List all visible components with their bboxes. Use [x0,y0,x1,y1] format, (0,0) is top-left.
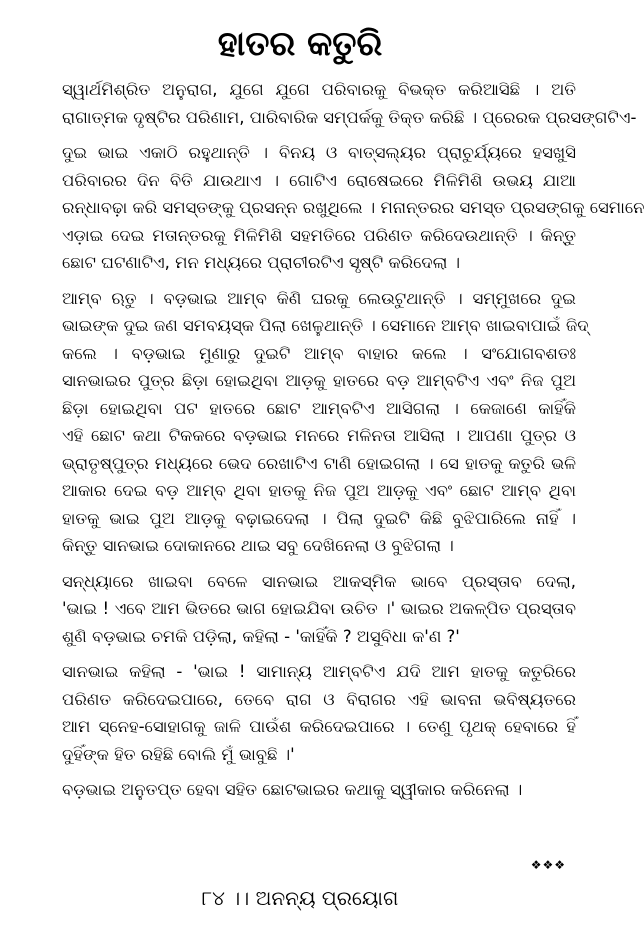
text-line: ଆକାର ଦେଇ ବଡ଼ ଆମ୍ବ ଥିବା ହାତକୁ ନିଜ ପୁଅ ଆଡ଼କୁ ଏବଂ ଛୋଟ ଆମ୍ବ ଥିବା [62,481,576,500]
text-line: ପରିବାରର ଦିନ ବିତି ଯାଉଥାଏ । ଗୋଟିଏ ରୋଷେଇରେ ମିଳିମିଶି ଉଭୟ ଯାଆ [62,170,576,190]
paragraph-1 [36,76,637,131]
text-line: ସାନଭାଇ କହିଲା - 'ଭାଇ ! ସାମାନ୍ୟ ଆମ୍ବଟିଏ ଯଦି ଆମ ହାତକୁ କତୁରିରେ [62,662,576,681]
paragraph-2 [36,139,644,277]
text-line: ଆମ ସ୍ନେହ-ସୋହାଗକୁ ଜାଳି ପାଉଁଶ କରିଦେଇପାରେ । ତେଣୁ ପୃଥକ୍ ହେବାରେ ହିଁ [62,717,576,736]
text-line: ହାତକୁ ଭାଇ ପୁଅ ଆଡ଼କୁ ବଢ଼ାଇଦେଲା । ପିଲା ଦୁଇଟି କିଛି ବୁଝିପାରିଲେ ନାହିଁ । [62,508,576,528]
text-line: ଶୁଣି ବଡ଼ଭାଇ ଚମକି ପଡ଼ିଲା, କହିଲା - 'କାହିଁକି ? ଅସୁବିଧା କ'ଣ ?' [62,626,460,646]
paragraph-3 [36,285,589,560]
text-line: ବଡ଼ଭାଇ ଅନୁତପ୍ତ ହେବା ସହିତ ଛୋଟଭାଇର କଥାକୁ ସ୍ୱୀକାର କରିନେଲା । [62,780,523,799]
text-line: ରାଗାତ୍ମକ ଦୃଷ୍ଟିର ପରିଣାମ, ପାରିବାରିକ ସମ୍ପର୍କକୁ ତିକ୍ତ କରିଛି । ପ୍ରେରକ ପ୍ରସଙ୍ଗଟିଏ- [62,107,637,127]
end-ornament-icon: ❖❖❖ [530,858,566,872]
text-line: ପରିଣତ କରିଦେଇପାରେ, ତେବେ ରାଗ ଓ ବିରାଗର ଏହି ଭାବନା ଭବିଷ୍ୟତରେ [62,689,576,709]
paragraph-6 [36,776,576,804]
text-line: ସାନଭାଇର ପୁତ୍ର ଛିଡ଼ା ହୋଇଥିବା ଆଡ଼କୁ ହାତରେ ବଡ଼ ଆମ୍ବଟିଏ ଏବଂ ନିଜ ପୁଅ [62,371,576,390]
paragraph-4 [36,568,576,651]
paragraph-5 [36,658,576,768]
text-line: ସନ୍ଧ୍ୟାରେ ଖାଇବା ବେଳେ ସାନଭାଇ ଆକସ୍ମିକ ଭାବେ ପ୍ରସ୍ତାବ ଦେଲା, [62,571,576,591]
text-line: ଛିଡ଼ା ହୋଇଥିବା ପଟ ହାତରେ ଛୋଟ ଆମ୍ବଟିଏ ଆସିଗଲା । କେଜାଣେ କାହିଁକି [62,398,576,418]
text-line: ଛୋଟ ଘଟଣାଟିଏ, ମନ ମଧ୍ୟରେ ପ୍ରାଚୀରଟିଏ ସୃଷ୍ଟି କରିଦେଲା । [62,253,461,272]
page-footer: ୮୪ ।। ଅନନ୍ୟ ପ୍ରୟୋଗ [201,886,399,910]
text-line: ଏହି ଛୋଟ କଥା ଟିକକରେ ବଡ଼ଭାଇ ମନରେ ମଳିନତା ଆସିଲା । ଆପଣା ପୁତ୍ର ଓ [62,426,576,445]
text-line: ଭାଇଙ୍କ ଦୁଇ ଜଣ ସମବୟସ୍କ ପିଲା ଖେଳୁଥାନ୍ତି । ସେମାନେ ଆମ୍ବ ଖାଇବାପାଇଁ ଜିଦ୍ [62,316,589,335]
story-title: ହାତର କତୁରି [217,24,383,64]
text-line: ଦୁହିଁଙ୍କ ହିତ ରହିଛି ବୋଲି ମୁଁ ଭାବୁଛି ।' [62,744,295,764]
text-line: ଏଡ଼ାଇ ଦେଇ ମତାନ୍ତରକୁ ମିଳିମିଶି ସହମତିରେ ପରିଣତ କରିଦେଉଥାନ୍ତି । କିନ୍ତୁ [62,225,576,245]
text-line: ରନ୍ଧାବଢ଼ା କରି ସମସ୍ତଙ୍କୁ ପ୍ରସନ୍ନ ରଖୁଥିଲେ । ମନାନ୍ତରର ସମସ୍ତ ପ୍ରସଙ୍ଗକୁ ସେମାନେ [62,198,644,217]
text-line: ସ୍ୱାର୍ଥମିଶ୍ରିତ ଅନୁରାଗ, ଯୁଗେ ଯୁଗେ ପରିବାରକୁ ବିଭକ୍ତ କରିଆସିଛି । ଅତି [62,80,576,99]
text-line: ଆମ୍ବ ଋତୁ । ବଡ଼ଭାଇ ଆମ୍ବ କିଣି ଘରକୁ ଲେଉଟୁଥାନ୍ତି । ସମ୍ମୁଖରେ ଦୁଇ [62,288,576,308]
text-line: ଭ୍ରାତୃଷ୍ପୁତ୍ର ମଧ୍ୟରେ ଭେଦ ରେଖାଟିଏ ଟାଣି ହୋଇଗଲା । ସେ ହାତକୁ କତୁରି ଭଳି [62,453,576,473]
text-line: କିନ୍ତୁ ସାନଭାଇ ଦୋକାନରେ ଥାଇ ସବୁ ଦେଖିନେଲା ଓ ବୁଝିଗଲା । [62,536,454,555]
text-line: ଦୁଇ ଭାଇ ଏକାଠି ରହୁଥାନ୍ତି । ବିନୟ ଓ ବାତ୍ସଲ୍ୟର ପ୍ରାଚୁର୍ଯ୍ୟରେ ହସଖୁସି [62,143,576,162]
text-line: କଲେ । ବଡ଼ଭାଇ ମୁଣାରୁ ଦୁଇଟି ଆମ୍ବ ବାହାର କଲେ । ସଂଯୋଗବଶତଃ [62,343,576,363]
text-line: 'ଭାଇ ! ଏବେ ଆମ ଭିତରେ ଭାଗ ହୋଇଯିବା ଉଚିତ ।' ଭାଇର ଅକଳ୍ପିତ ପ୍ରସ୍ତାବ [62,599,576,618]
story-body [36,76,644,812]
